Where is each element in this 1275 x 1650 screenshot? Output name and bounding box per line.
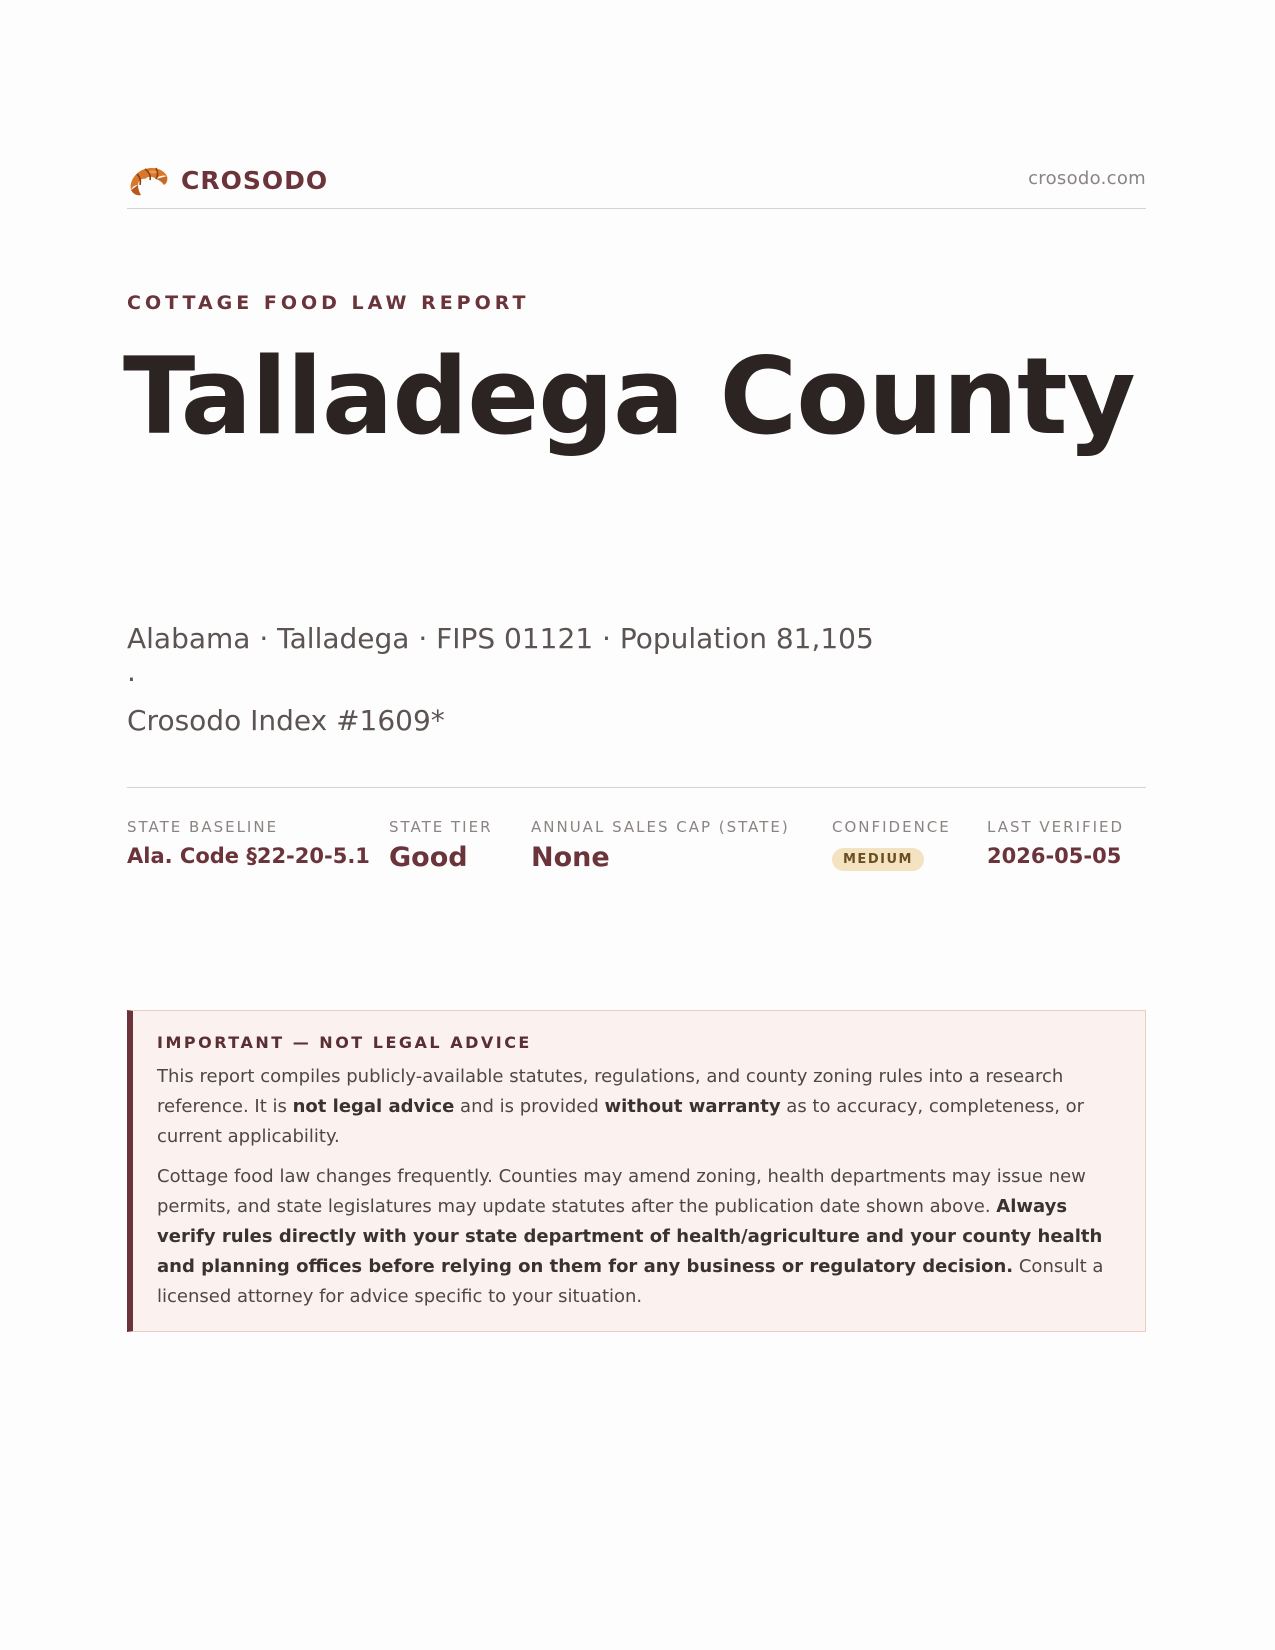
report-eyebrow: COTTAGE FOOD LAW REPORT: [127, 292, 530, 314]
page-title: Talladega County: [123, 335, 1135, 458]
meta-label: STATE BASELINE: [127, 818, 279, 836]
legal-disclaimer: [127, 1010, 1146, 1332]
disclaimer-title: IMPORTANT — NOT LEGAL ADVICE: [157, 1033, 532, 1052]
meta-last-verified: [987, 818, 1124, 868]
brand-name: CROSODO: [181, 165, 329, 195]
confidence-badge: MEDIUM: [832, 848, 924, 871]
page-header: [127, 156, 1146, 209]
state-tier-value: Good: [389, 842, 468, 873]
meta-row: [127, 787, 1146, 898]
brand[interactable]: [127, 160, 328, 200]
text-run: Cottage food law changes frequently. Counties may amend zoning, health departments may issue new permits, and state legislatures may update statutes after the publication date shown above.: [157, 1166, 1086, 1217]
subtitle-line-location: Alabama · Talladega · FIPS 01121 · Population 81,105 ·: [127, 622, 874, 696]
meta-label: STATE TIER: [389, 818, 493, 836]
state-baseline-value: Ala. Code §22-20-5.1: [127, 844, 370, 868]
text-run: This report compiles publicly-available statutes, regulations, and county zoning rules into a research reference. It is: [157, 1066, 1064, 1117]
bold-run: not legal advice: [292, 1096, 455, 1117]
meta-label: ANNUAL SALES CAP (STATE): [531, 818, 790, 836]
croissant-icon: [127, 160, 169, 200]
text-run: as to accuracy, completeness, or current applicability.: [157, 1096, 1085, 1147]
meta-label: CONFIDENCE: [832, 818, 951, 836]
site-url-link[interactable]: crosodo.com: [1028, 168, 1146, 189]
last-verified-value: 2026-05-05: [987, 844, 1122, 868]
bold-run: Always verify rules directly with your state department of health/agriculture and your county health and planning offices before relying on them for any business or regulatory decision.: [157, 1196, 1103, 1277]
meta-state-tier: [389, 818, 493, 873]
meta-label: LAST VERIFIED: [987, 818, 1125, 836]
text-run: and is provided: [454, 1096, 605, 1117]
bold-run: without warranty: [604, 1096, 781, 1117]
disclaimer-paragraph-2: [157, 1162, 1119, 1312]
report-subtitle: [127, 618, 887, 741]
disclaimer-paragraph-1: [157, 1062, 1119, 1152]
meta-confidence: [832, 818, 951, 871]
report-page: [123, 0, 1146, 1650]
sales-cap-value: None: [531, 842, 610, 873]
meta-state-baseline: [127, 818, 370, 868]
text-run: Consult a licensed attorney for advice specific to your situation.: [157, 1256, 1104, 1307]
meta-sales-cap: [531, 818, 790, 873]
subtitle-line-index: Crosodo Index #1609*: [127, 704, 445, 737]
